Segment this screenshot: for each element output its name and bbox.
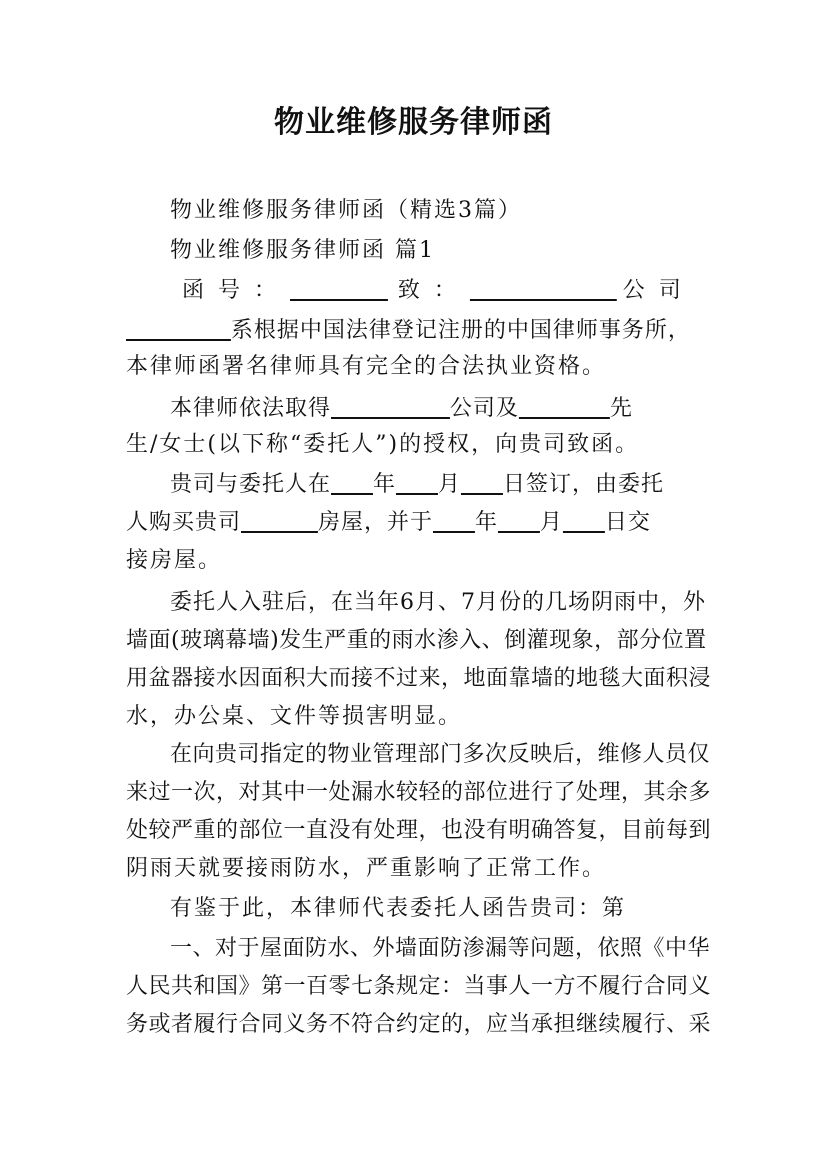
company-blank <box>331 396 450 421</box>
to-company-blank <box>470 278 617 303</box>
paragraph-line: 在向贵司指定的物业管理部门多次反映后，维修人员仅 <box>170 742 711 767</box>
day-blank <box>563 510 605 535</box>
month-blank <box>396 472 438 497</box>
paragraph-line: 阴雨天就要接雨防水，严重影响了正常工作。 <box>126 856 607 881</box>
paragraph-line: 委托人入驻后，在当年6月、7月份的几场阴雨中，外 <box>170 590 706 615</box>
text-segment: 房屋，并于 <box>317 510 433 535</box>
paragraph-line: 生/女士(以下称“委托人”)的授权，向贵司致函。 <box>126 432 640 457</box>
name-blank <box>519 396 610 421</box>
text-segment: 日签订，由委托 <box>502 472 664 497</box>
law-firm-line <box>126 314 691 348</box>
text-segment: 年 <box>474 510 498 535</box>
paragraph-line: 处较严重的部位一直没有处理，也没有明确答复，目前每到 <box>126 818 712 843</box>
law-firm-text: 系根据中国法律登记注册的中国律师事务所， <box>230 318 691 343</box>
letter-number-label: 函号： <box>182 278 291 303</box>
signing-date-line <box>170 468 664 502</box>
text-segment: 月 <box>539 510 563 535</box>
paragraph-line: 来过一次，对其中一处漏水较轻的部位进行了处理，其余多 <box>126 780 712 805</box>
to-label: 致： <box>397 278 470 303</box>
text-segment: 本律师依法取得 <box>170 396 332 421</box>
letter-number-line <box>182 274 695 308</box>
purchase-line <box>126 506 651 540</box>
section-heading: 物业维修服务律师函 篇1 <box>170 238 435 263</box>
paragraph-line: 水，办公桌、文件等损害明显。 <box>126 704 463 729</box>
paragraph-line: 用盆器接水因面积大而接不过来，地面靠墙的地毯大面积浸 <box>126 666 712 691</box>
text-segment: 公司及 <box>449 396 519 421</box>
paragraph-line: 人民共和国》第一百零七条规定：当事人一方不履行合同义 <box>126 974 712 999</box>
paragraph-line: 务或者履行合同义务不符合约定的，应当承担继续履行、采 <box>126 1012 712 1037</box>
authorization-line <box>170 392 633 426</box>
company-label: 公司 <box>622 278 695 303</box>
paragraph-line: 一、对于屋面防水、外墙面防渗漏等问题，依照《中华 <box>170 936 711 961</box>
paragraph-line: 本律师函署名律师具有完全的合法执业资格。 <box>126 354 607 379</box>
text-segment: 年 <box>372 472 396 497</box>
month-blank <box>498 510 540 535</box>
paragraph-line: 墙面(玻璃幕墙)发生严重的雨水渗入、倒灌现象，部分位置 <box>126 628 707 653</box>
text-segment: 贵司与委托人在 <box>170 472 332 497</box>
text-segment: 日交 <box>604 510 651 535</box>
text-segment: 先 <box>609 396 633 421</box>
year-blank <box>433 510 475 535</box>
property-blank <box>241 510 318 535</box>
text-segment: 人购买贵司 <box>126 510 242 535</box>
text-segment: 月 <box>437 472 461 497</box>
law-firm-blank <box>126 318 231 343</box>
subtitle: 物业维修服务律师函（精选3篇） <box>170 198 522 223</box>
paragraph-line: 有鉴于此，本律师代表委托人函告贵司：第 <box>170 896 627 921</box>
letter-number-blank <box>290 278 388 303</box>
document-title: 物业维修服务律师函 <box>274 105 553 140</box>
year-blank <box>331 472 373 497</box>
paragraph-line: 接房屋。 <box>126 548 223 573</box>
day-blank <box>461 472 503 497</box>
